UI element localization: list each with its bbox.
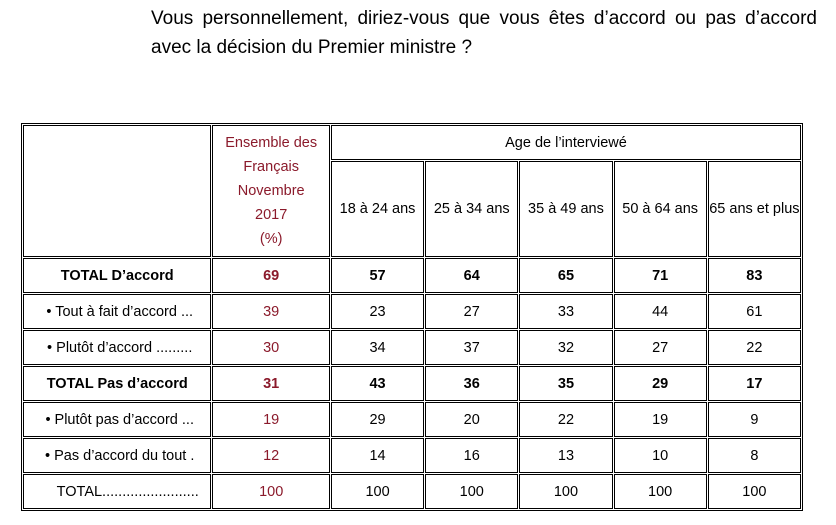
- row-label: • Plutôt pas d’accord ...: [23, 402, 211, 437]
- table-row-plutot-accord: [23, 330, 801, 365]
- ensemble-header: [212, 125, 330, 257]
- table-row-pas-accord-du-tout: [23, 438, 801, 473]
- value-cell: 22: [519, 402, 612, 437]
- table-row-tout-a-fait: [23, 294, 801, 329]
- value-cell: 43: [331, 366, 424, 401]
- ensemble-header-line: 2017: [255, 207, 288, 223]
- age-group-65-plus: 65 ans et plus: [708, 161, 801, 257]
- age-group-18-24: 18 à 24 ans: [331, 161, 424, 257]
- value-cell: 8: [708, 438, 801, 473]
- ensemble-value: 12: [212, 438, 330, 473]
- age-group-35-49: 35 à 49 ans: [519, 161, 612, 257]
- age-group-50-64: 50 à 64 ans: [614, 161, 707, 257]
- value-cell: 14: [331, 438, 424, 473]
- value-cell: 27: [425, 294, 518, 329]
- value-cell: 44: [614, 294, 707, 329]
- value-cell: 36: [425, 366, 518, 401]
- row-label: • Tout à fait d’accord ...: [23, 294, 211, 329]
- value-cell: 13: [519, 438, 612, 473]
- ensemble-header-line: Novembre: [237, 183, 305, 199]
- value-cell: 100: [614, 474, 707, 509]
- value-cell: 9: [708, 402, 801, 437]
- value-cell: 27: [614, 330, 707, 365]
- value-cell: 20: [425, 402, 518, 437]
- value-cell: 29: [614, 366, 707, 401]
- ensemble-value: 30: [212, 330, 330, 365]
- header-row-top: [23, 125, 801, 160]
- row-label: TOTAL D’accord: [23, 258, 211, 293]
- corner-cell: [23, 125, 211, 257]
- ensemble-value: 31: [212, 366, 330, 401]
- value-cell: 64: [425, 258, 518, 293]
- ensemble-value: 69: [212, 258, 330, 293]
- row-label: TOTAL........................: [23, 474, 211, 509]
- row-label: • Pas d’accord du tout .: [23, 438, 211, 473]
- ensemble-header-line: Français: [243, 159, 299, 175]
- results-table: [21, 123, 803, 511]
- ensemble-value: 100: [212, 474, 330, 509]
- value-cell: 29: [331, 402, 424, 437]
- value-cell: 100: [708, 474, 801, 509]
- ensemble-unit: (%): [259, 231, 283, 247]
- ensemble-value: 19: [212, 402, 330, 437]
- value-cell: 35: [519, 366, 612, 401]
- value-cell: 33: [519, 294, 612, 329]
- table-row-total-pas-accord: [23, 366, 801, 401]
- value-cell: 23: [331, 294, 424, 329]
- value-cell: 71: [614, 258, 707, 293]
- value-cell: 83: [708, 258, 801, 293]
- value-cell: 19: [614, 402, 707, 437]
- value-cell: 100: [425, 474, 518, 509]
- value-cell: 65: [519, 258, 612, 293]
- ensemble-value: 39: [212, 294, 330, 329]
- row-label: TOTAL Pas d’accord: [23, 366, 211, 401]
- value-cell: 34: [331, 330, 424, 365]
- row-label: • Plutôt d’accord .........: [23, 330, 211, 365]
- value-cell: 57: [331, 258, 424, 293]
- ensemble-header-line: Ensemble des: [225, 135, 318, 151]
- table-row-total-accord: [23, 258, 801, 293]
- age-group-header: Age de l’interviewé: [331, 125, 801, 160]
- value-cell: 16: [425, 438, 518, 473]
- value-cell: 100: [331, 474, 424, 509]
- value-cell: 61: [708, 294, 801, 329]
- age-group-25-34: 25 à 34 ans: [425, 161, 518, 257]
- table-row-total: [23, 474, 801, 509]
- value-cell: 100: [519, 474, 612, 509]
- table-row-plutot-pas-accord: [23, 402, 801, 437]
- survey-question: Vous personnellement, diriez-vous que vous êtes d’accord ou pas d’accord avec la décision du Premier ministre ?: [151, 8, 817, 58]
- value-cell: 17: [708, 366, 801, 401]
- value-cell: 37: [425, 330, 518, 365]
- value-cell: 22: [708, 330, 801, 365]
- value-cell: 32: [519, 330, 612, 365]
- value-cell: 10: [614, 438, 707, 473]
